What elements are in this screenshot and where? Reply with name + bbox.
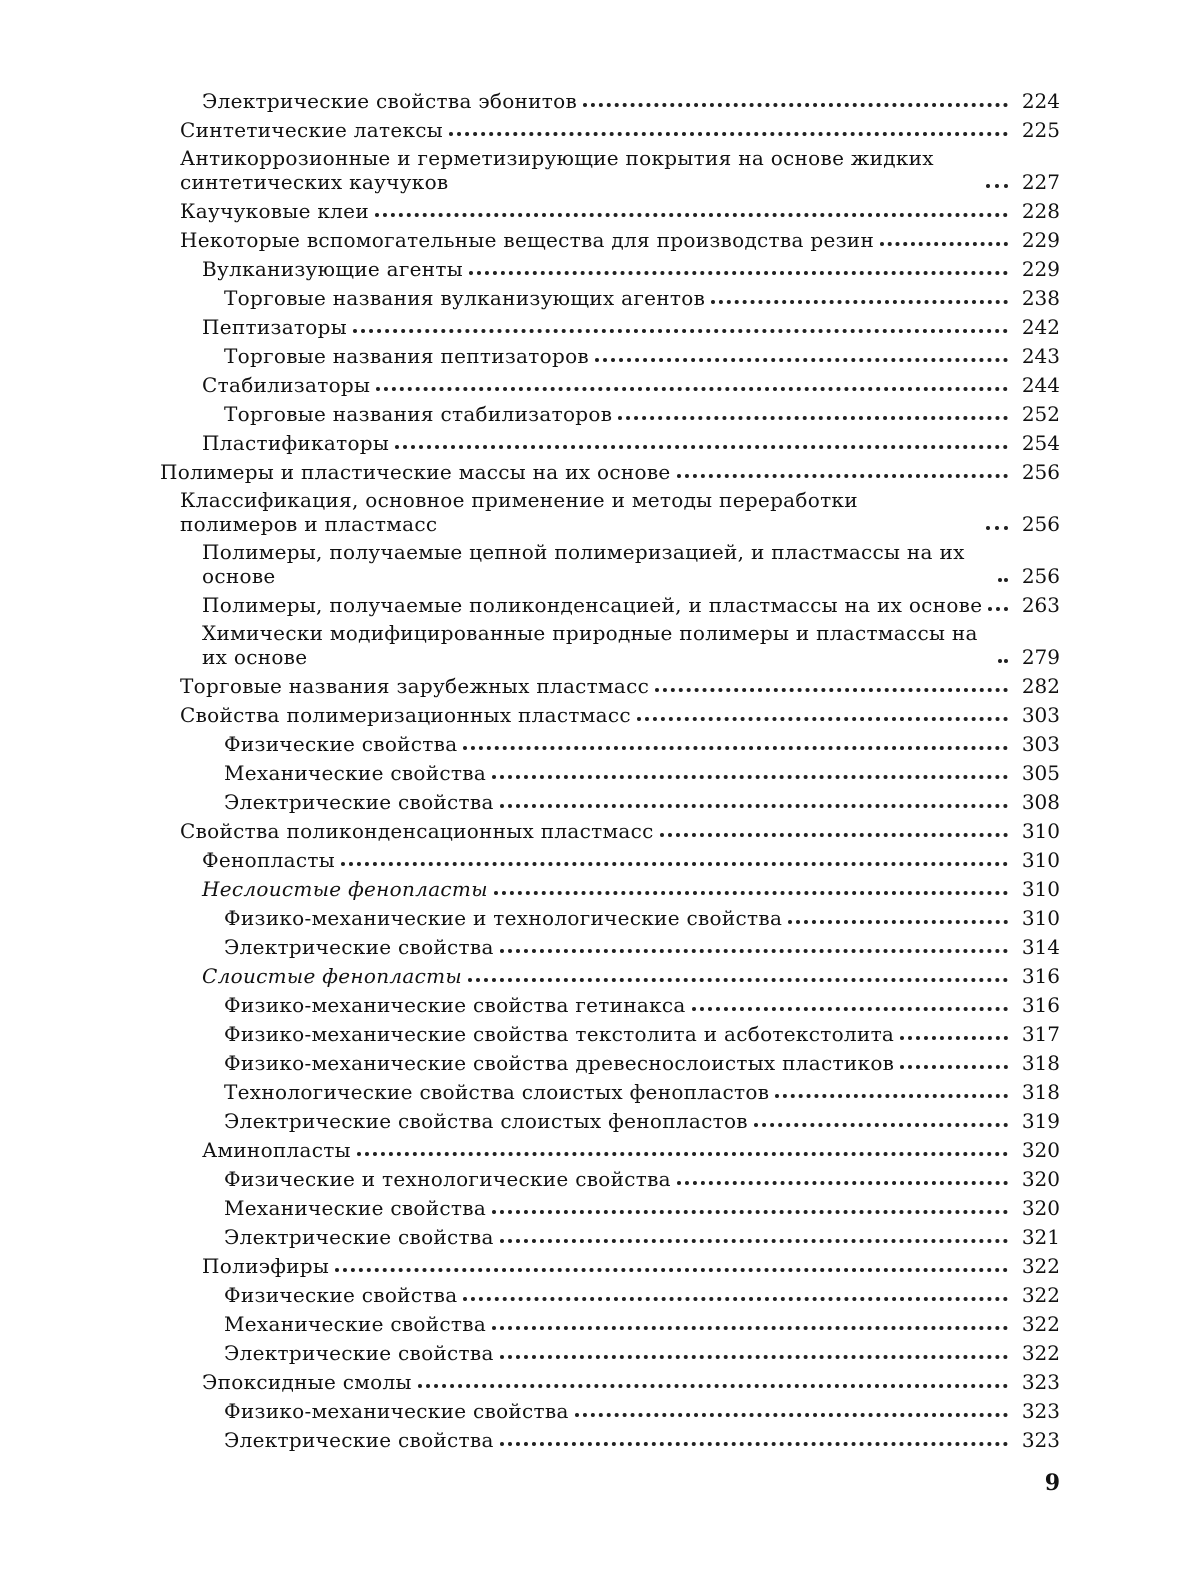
toc-entry xyxy=(160,455,1060,484)
dot-leader xyxy=(500,1442,1008,1446)
toc-entry-page: 310 xyxy=(1021,906,1060,930)
toc-entry-page: 305 xyxy=(1021,761,1060,785)
toc-entry-page: 317 xyxy=(1021,1022,1060,1046)
toc-entry-page: 320 xyxy=(1021,1196,1060,1220)
toc-entry-title: Физические свойства xyxy=(224,1283,458,1307)
dot-leader xyxy=(463,746,1008,750)
toc-entry xyxy=(160,339,1060,368)
toc-entry xyxy=(160,930,1060,959)
dot-leader xyxy=(494,891,1008,895)
toc-entry xyxy=(160,113,1060,142)
toc-entry-page: 256 xyxy=(1021,460,1060,484)
toc-entry-title: Торговые названия пептизаторов xyxy=(224,344,589,368)
toc-entry-page: 242 xyxy=(1021,315,1060,339)
toc-entry-title: Свойства поликонденсационных пластмасс xyxy=(180,819,654,843)
toc-entry xyxy=(160,756,1060,785)
toc-entry-title: Электрические свойства xyxy=(224,1428,494,1452)
toc-entry-page: 318 xyxy=(1021,1080,1060,1104)
toc-entry xyxy=(160,872,1060,901)
toc-entry-title: Электрические свойства эбонитов xyxy=(202,89,578,113)
dot-leader xyxy=(998,659,1008,663)
toc-entry-page: 322 xyxy=(1021,1341,1060,1365)
dot-leader xyxy=(492,1326,1008,1330)
toc-entry-title: Эпоксидные смолы xyxy=(202,1370,412,1394)
table-of-contents xyxy=(160,84,1060,1452)
toc-entry xyxy=(160,669,1060,698)
toc-entry xyxy=(160,368,1060,397)
dot-leader xyxy=(788,920,1008,924)
toc-entry xyxy=(160,194,1060,223)
dot-leader xyxy=(341,862,1008,866)
toc-entry xyxy=(160,617,1060,669)
toc-entry-title: Физико-механические свойства древеснослоистых пластиков xyxy=(224,1051,895,1075)
toc-entry-page: 316 xyxy=(1021,964,1060,988)
toc-entry-title: Торговые названия стабилизаторов xyxy=(224,402,613,426)
toc-entry xyxy=(160,1365,1060,1394)
toc-entry xyxy=(160,959,1060,988)
toc-entry-page: 254 xyxy=(1021,431,1060,455)
toc-entry xyxy=(160,1278,1060,1307)
toc-entry-page: 310 xyxy=(1021,819,1060,843)
toc-entry-page: 303 xyxy=(1021,732,1060,756)
dot-leader xyxy=(500,804,1008,808)
toc-entry-title: Полимеры, получаемые поликонденсацией, и пластмассы на их основе xyxy=(202,593,983,617)
dot-leader xyxy=(335,1268,1008,1272)
dot-leader xyxy=(986,526,1008,530)
toc-entry xyxy=(160,785,1060,814)
toc-entry xyxy=(160,1336,1060,1365)
dot-leader xyxy=(637,717,1008,721)
toc-entry xyxy=(160,1423,1060,1452)
toc-entry-title: Классификация, основное применение и методы переработки полимеров и пластмасс xyxy=(180,488,858,536)
toc-entry xyxy=(160,588,1060,617)
toc-entry-title: Механические свойства xyxy=(224,1196,487,1220)
dot-leader xyxy=(900,1036,1008,1040)
toc-entry-title: Физические свойства xyxy=(224,732,458,756)
toc-entry xyxy=(160,1249,1060,1278)
dot-leader xyxy=(500,1355,1008,1359)
toc-entry-title: Физико-механические свойства xyxy=(224,1399,569,1423)
toc-entry-title: Пептизаторы xyxy=(202,315,347,339)
dot-leader xyxy=(469,271,1008,275)
toc-entry-title: Пластификаторы xyxy=(202,431,390,455)
toc-entry-page: 227 xyxy=(1021,170,1060,194)
toc-entry-title: Синтетические латексы xyxy=(180,118,443,142)
toc-entry-title: Аминопласты xyxy=(202,1138,351,1162)
dot-leader xyxy=(357,1152,1008,1156)
toc-entry-page: 310 xyxy=(1021,848,1060,872)
dot-leader xyxy=(500,1239,1008,1243)
toc-entry-title: Технологические свойства слоистых фенопластов xyxy=(224,1080,770,1104)
toc-entry-title: Вулканизующие агенты xyxy=(202,257,464,281)
toc-entry-title: Физико-механические свойства гетинакса xyxy=(224,993,686,1017)
toc-entry xyxy=(160,1133,1060,1162)
toc-entry-title: Некоторые вспомогательные вещества для производства резин xyxy=(180,228,875,252)
toc-entry-page: 320 xyxy=(1021,1138,1060,1162)
toc-entry xyxy=(160,310,1060,339)
toc-entry-page: 263 xyxy=(1021,593,1060,617)
toc-entry xyxy=(160,1307,1060,1336)
dot-leader xyxy=(754,1123,1008,1127)
page-number: 9 xyxy=(1044,1470,1060,1496)
dot-leader xyxy=(595,358,1008,362)
toc-entry-page: 320 xyxy=(1021,1167,1060,1191)
dot-leader xyxy=(880,242,1008,246)
toc-entry-page: 229 xyxy=(1021,257,1060,281)
dot-leader xyxy=(692,1007,1008,1011)
toc-entry-page: 229 xyxy=(1021,228,1060,252)
toc-entry-title: Полимеры и пластические массы на их основе xyxy=(160,460,671,484)
toc-entry-page: 224 xyxy=(1021,89,1060,113)
toc-entry xyxy=(160,988,1060,1017)
toc-entry-title: Механические свойства xyxy=(224,1312,487,1336)
toc-entry-page: 228 xyxy=(1021,199,1060,223)
toc-entry xyxy=(160,1017,1060,1046)
dot-leader xyxy=(449,132,1008,136)
toc-entry xyxy=(160,1046,1060,1075)
dot-leader xyxy=(988,607,1008,611)
toc-entry xyxy=(160,1104,1060,1133)
toc-entry-title: Механические свойства xyxy=(224,761,487,785)
toc-entry-page: 323 xyxy=(1021,1370,1060,1394)
dot-leader xyxy=(660,833,1008,837)
toc-entry-title: Антикоррозионные и герметизирующие покрытия на основе жидких синтетических каучуков xyxy=(180,146,934,194)
dot-leader xyxy=(463,1297,1008,1301)
toc-entry xyxy=(160,426,1060,455)
toc-entry xyxy=(160,727,1060,756)
toc-entry-page: 321 xyxy=(1021,1225,1060,1249)
dot-leader xyxy=(998,578,1008,582)
toc-entry-page: 308 xyxy=(1021,790,1060,814)
toc-entry xyxy=(160,1162,1060,1191)
dot-leader xyxy=(677,474,1008,478)
toc-entry-page: 244 xyxy=(1021,373,1060,397)
toc-entry-title: Электрические свойства слоистых фенопластов xyxy=(224,1109,748,1133)
toc-entry-title: Физико-механические свойства текстолита и асботекстолита xyxy=(224,1022,895,1046)
dot-leader xyxy=(500,949,1008,953)
toc-entry-title: Электрические свойства xyxy=(224,1341,494,1365)
toc-entry xyxy=(160,536,1060,588)
toc-entry-page: 318 xyxy=(1021,1051,1060,1075)
dot-leader xyxy=(492,775,1008,779)
toc-entry-page: 323 xyxy=(1021,1428,1060,1452)
toc-entry xyxy=(160,1394,1060,1423)
toc-entry-title: Физические и технологические свойства xyxy=(224,1167,671,1191)
dot-leader xyxy=(677,1181,1008,1185)
toc-entry-page: 252 xyxy=(1021,402,1060,426)
toc-entry-title: Стабилизаторы xyxy=(202,373,371,397)
toc-entry xyxy=(160,397,1060,426)
toc-entry-page: 238 xyxy=(1021,286,1060,310)
dot-leader xyxy=(618,416,1008,420)
dot-leader xyxy=(711,300,1008,304)
toc-entry-page: 323 xyxy=(1021,1399,1060,1423)
toc-entry-page: 243 xyxy=(1021,344,1060,368)
toc-entry-page: 316 xyxy=(1021,993,1060,1017)
toc-entry-page: 310 xyxy=(1021,877,1060,901)
dot-leader xyxy=(492,1210,1008,1214)
toc-entry xyxy=(160,281,1060,310)
toc-entry-page: 279 xyxy=(1021,645,1060,669)
toc-entry xyxy=(160,698,1060,727)
toc-entry-title: Химически модифицированные природные полимеры и пластмассы на их основе xyxy=(202,621,978,669)
toc-entry-page: 322 xyxy=(1021,1283,1060,1307)
dot-leader xyxy=(353,329,1008,333)
toc-entry-page: 314 xyxy=(1021,935,1060,959)
toc-entry-title: Полиэфиры xyxy=(202,1254,330,1278)
dot-leader xyxy=(575,1413,1008,1417)
toc-entry-title: Фенопласты xyxy=(202,848,335,872)
dot-leader xyxy=(775,1094,1008,1098)
toc-entry-page: 225 xyxy=(1021,118,1060,142)
dot-leader xyxy=(395,445,1008,449)
dot-leader xyxy=(375,213,1008,217)
dot-leader xyxy=(986,184,1008,188)
dot-leader xyxy=(418,1384,1008,1388)
toc-entry xyxy=(160,223,1060,252)
toc-entry-title: Торговые названия зарубежных пластмасс xyxy=(180,674,650,698)
toc-entry xyxy=(160,1191,1060,1220)
toc-entry xyxy=(160,142,1060,194)
toc-entry-title: Неслоистые фенопласты xyxy=(202,877,488,901)
toc-entry-title: Электрические свойства xyxy=(224,935,494,959)
toc-entry xyxy=(160,843,1060,872)
toc-entry-title: Каучуковые клеи xyxy=(180,199,369,223)
toc-entry-page: 322 xyxy=(1021,1312,1060,1336)
toc-entry-title: Торговые названия вулканизующих агентов xyxy=(224,286,706,310)
toc-entry-page: 256 xyxy=(1021,564,1060,588)
toc-entry-page: 282 xyxy=(1021,674,1060,698)
toc-entry-title: Физико-механические и технологические свойства xyxy=(224,906,783,930)
toc-entry-page: 319 xyxy=(1021,1109,1060,1133)
toc-entry-title: Полимеры, получаемые цепной полимеризацией, и пластмассы на их основе xyxy=(202,540,965,588)
toc-entry xyxy=(160,814,1060,843)
dot-leader xyxy=(468,978,1008,982)
toc-entry xyxy=(160,1220,1060,1249)
toc-entry xyxy=(160,1075,1060,1104)
dot-leader xyxy=(900,1065,1008,1069)
toc-entry-page: 303 xyxy=(1021,703,1060,727)
dot-leader xyxy=(583,103,1008,107)
toc-entry-page: 322 xyxy=(1021,1254,1060,1278)
toc-entry-page: 256 xyxy=(1021,512,1060,536)
dot-leader xyxy=(376,387,1008,391)
toc-entry xyxy=(160,252,1060,281)
toc-entry-title: Слоистые фенопласты xyxy=(202,964,463,988)
toc-entry xyxy=(160,484,1060,536)
toc-entry-title: Свойства полимеризационных пластмасс xyxy=(180,703,631,727)
dot-leader xyxy=(655,688,1008,692)
toc-entry xyxy=(160,84,1060,113)
toc-entry xyxy=(160,901,1060,930)
toc-entry-title: Электрические свойства xyxy=(224,790,494,814)
toc-entry-title: Электрические свойства xyxy=(224,1225,494,1249)
